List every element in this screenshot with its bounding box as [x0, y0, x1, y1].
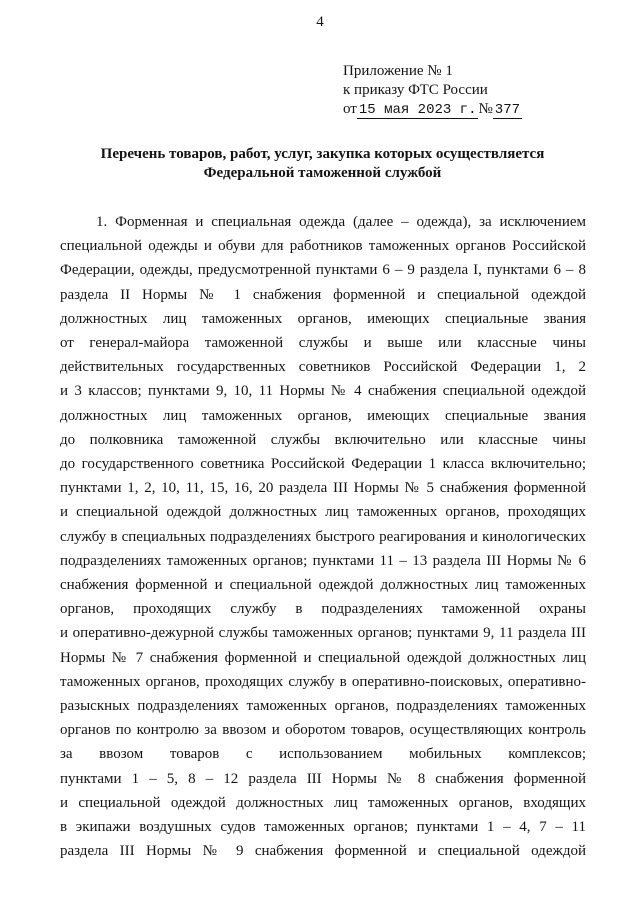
order-date: 15 мая 2023 г. — [358, 102, 477, 118]
text-line: раздела II Нормы № 1 снабжения форменной и специальной одеждой — [60, 286, 586, 303]
body-paragraph — [60, 210, 586, 863]
text-line: до полковника таможенной службы включительно или классные чины — [60, 431, 586, 448]
text-line: пунктами 1 – 5, 8 – 12 раздела III Нормы № 8 снабжения форменной — [60, 770, 586, 787]
text-line: подразделениях таможенных органов; пунктами 11 – 13 раздела III Нормы № 6 — [60, 552, 586, 569]
appendix-date-number — [343, 100, 522, 120]
text-line: и оперативно-дежурной службы таможенных органов; пунктами 9, 11 раздела III — [60, 625, 586, 642]
text-line: должностных лиц таможенных органов, имеющих специальные звания — [60, 310, 586, 327]
text-line: Федерации, одежды, предусмотренной пунктами 6 – 9 раздела I, пунктами 6 – 8 — [60, 262, 586, 279]
text-line: и специальной одеждой должностных лиц таможенных органов, проходящих — [60, 504, 586, 521]
appendix-order-ref: к приказу ФТС России — [343, 82, 488, 98]
appendix-title: Приложение № 1 — [343, 63, 453, 79]
text-line: до государственного советника Российской Федерации 1 класса включительно; — [60, 456, 586, 473]
text-line: специальной одежды и обуви для работников таможенных органов Российской — [60, 238, 586, 255]
text-line: Нормы № 7 снабжения форменной и специальной одеждой должностных лиц — [60, 649, 586, 666]
text-line: и 3 классов; пунктами 9, 10, 11 Нормы № 4 снабжения специальной одеждой — [60, 383, 586, 400]
title-line-2: Федеральной таможенной службой — [203, 165, 442, 181]
page-number: 4 — [316, 14, 324, 30]
text-line: и специальной одеждой должностных лиц таможенных органов, входящих — [60, 794, 586, 811]
text-line: службу в специальных подразделениях быстрого реагирования и кинологических — [60, 528, 586, 545]
text-line: 1. Форменная и специальная одежда (далее – одежда), за исключением — [96, 214, 586, 230]
text-line: от генерал-майора таможенной службы и выше или классные чины — [60, 335, 586, 352]
title-line-1: Перечень товаров, работ, услуг, закупка которых осуществляется — [100, 146, 545, 162]
text-line: органов, проходящих службу в подразделениях таможенной охраны — [60, 601, 586, 618]
document-title — [60, 145, 585, 183]
text-line: за ввозом товаров с использованием мобильных комплексов; — [60, 746, 586, 763]
appendix-header — [343, 62, 522, 120]
text-line: разыскных подразделениях таможенных органов, подразделениях таможенных — [60, 698, 586, 715]
text-line: пунктами 1, 2, 10, 11, 15, 16, 20 раздела III Нормы № 5 снабжения форменной — [60, 480, 586, 497]
date-prefix: от — [343, 101, 357, 117]
text-line: в экипажи воздушных судов таможенных органов; пунктами 1 – 4, 7 – 11 — [60, 819, 586, 836]
text-line: должностных лиц таможенных органов, имеющих специальные звания — [60, 407, 586, 424]
text-line: таможенных органов, проходящих службу в оперативно-поисковых, оперативно- — [60, 673, 586, 690]
text-line: раздела III Нормы № 9 снабжения форменной и специальной одеждой — [60, 843, 586, 860]
text-line: снабжения форменной и специальной одеждой должностных лиц таможенных — [60, 577, 586, 594]
number-prefix: № — [478, 101, 493, 117]
order-number: 377 — [494, 102, 521, 118]
text-line: действительных государственных советников Российской Федерации 1, 2 — [60, 359, 586, 376]
text-line: органов по контролю за ввозом и оборотом товаров, осуществляющих контроль — [60, 722, 586, 739]
